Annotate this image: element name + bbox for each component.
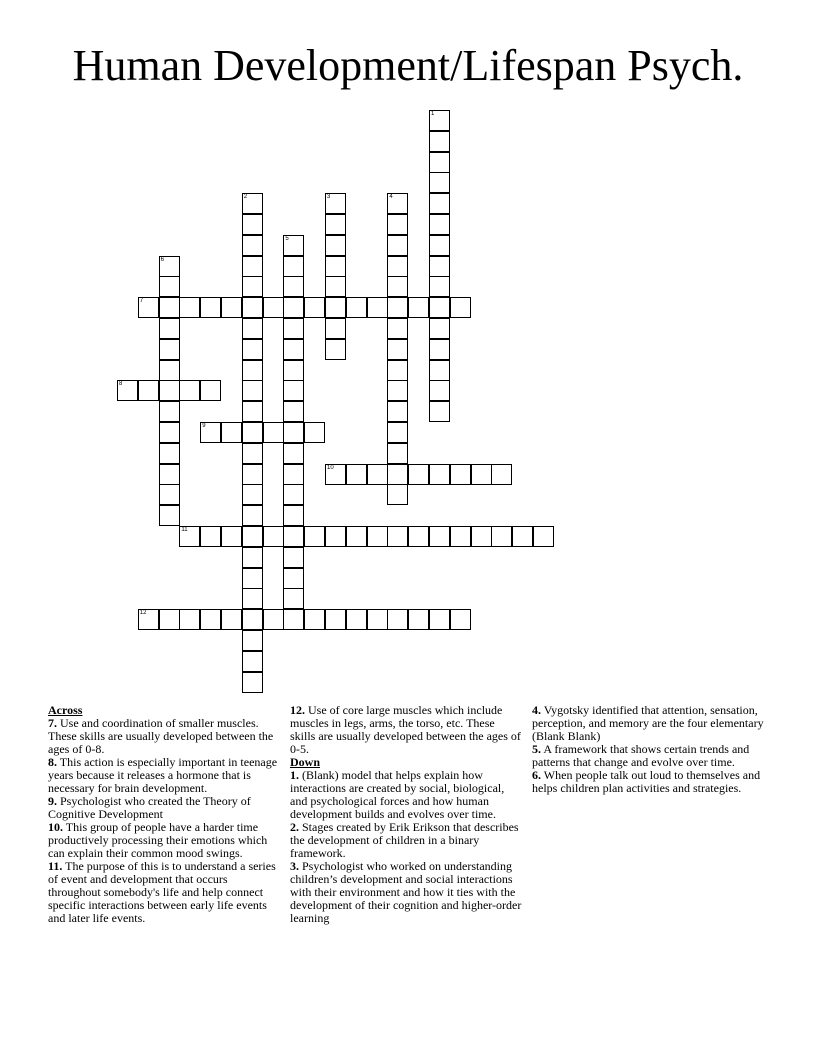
grid-cell[interactable] bbox=[471, 526, 492, 547]
grid-cell[interactable] bbox=[283, 484, 304, 505]
grid-number: 11 bbox=[181, 527, 188, 533]
grid-cell[interactable] bbox=[242, 505, 263, 526]
grid-cell[interactable] bbox=[387, 193, 408, 214]
grid-cell[interactable] bbox=[429, 110, 450, 131]
clue-across-8: 8. This action is especially important in teenage years because it releases a hormone that is necessary for brain development. bbox=[48, 755, 278, 795]
grid-cell[interactable] bbox=[387, 318, 408, 339]
grid-cell[interactable] bbox=[242, 276, 263, 297]
grid-cell[interactable] bbox=[283, 339, 304, 360]
grid-cell[interactable] bbox=[242, 568, 263, 589]
grid-cell[interactable] bbox=[367, 297, 388, 318]
grid-cell[interactable] bbox=[159, 505, 180, 526]
grid-cell[interactable] bbox=[159, 256, 180, 277]
grid-cell[interactable] bbox=[429, 276, 450, 297]
grid-cell[interactable] bbox=[408, 526, 429, 547]
grid-cell[interactable] bbox=[200, 609, 221, 630]
grid-cell[interactable] bbox=[429, 235, 450, 256]
grid-cell[interactable] bbox=[429, 172, 450, 193]
grid-cell[interactable] bbox=[242, 547, 263, 568]
grid-cell[interactable] bbox=[200, 526, 221, 547]
grid-number: 5 bbox=[285, 235, 289, 242]
grid-cell[interactable] bbox=[533, 526, 554, 547]
grid-cell[interactable] bbox=[387, 443, 408, 464]
grid-cell[interactable] bbox=[325, 235, 346, 256]
grid-cell[interactable] bbox=[138, 380, 159, 401]
grid-number: 2 bbox=[243, 194, 248, 201]
grid-cell[interactable] bbox=[367, 464, 388, 485]
grid-number: 4 bbox=[389, 194, 393, 201]
page-title: Human Development/Lifespan Psych. bbox=[72, 41, 744, 90]
grid-number: 10 bbox=[327, 464, 334, 471]
grid-cell[interactable] bbox=[429, 152, 450, 173]
grid-cell[interactable] bbox=[429, 297, 450, 318]
grid-cell[interactable] bbox=[429, 256, 450, 277]
clue-across-11: 11. The purpose of this is to understand a series of event and development that occurs throughout somebody's life and help connect specific interactions between early life events and later life events. bbox=[48, 859, 276, 925]
grid-cell[interactable] bbox=[283, 276, 304, 297]
grid-cell[interactable] bbox=[283, 401, 304, 422]
grid-cell[interactable] bbox=[159, 318, 180, 339]
grid-cell[interactable] bbox=[138, 609, 159, 630]
grid-cell[interactable] bbox=[325, 464, 346, 485]
grid-cell[interactable] bbox=[429, 609, 450, 630]
grid-cell[interactable] bbox=[346, 526, 367, 547]
grid-number: 3 bbox=[327, 194, 331, 201]
grid-cell[interactable] bbox=[429, 526, 450, 547]
grid-cell[interactable] bbox=[387, 422, 408, 443]
grid-cell[interactable] bbox=[325, 526, 346, 547]
grid-cell[interactable] bbox=[283, 568, 304, 589]
grid-cell[interactable] bbox=[159, 484, 180, 505]
grid-cell[interactable] bbox=[429, 214, 450, 235]
grid-cell[interactable] bbox=[283, 547, 304, 568]
grid-number: 8 bbox=[119, 381, 123, 388]
grid-cell[interactable] bbox=[429, 401, 450, 422]
grid-cell[interactable] bbox=[159, 464, 180, 485]
grid-cell[interactable] bbox=[283, 318, 304, 339]
grid-cell[interactable] bbox=[159, 339, 180, 360]
grid-cell[interactable] bbox=[242, 193, 263, 214]
grid-cell[interactable] bbox=[283, 235, 304, 256]
grid-cell[interactable] bbox=[325, 276, 346, 297]
grid-cell[interactable] bbox=[325, 339, 346, 360]
grid-cell[interactable] bbox=[263, 422, 284, 443]
grid-cell[interactable] bbox=[200, 422, 221, 443]
grid-cell[interactable] bbox=[387, 380, 408, 401]
grid-cell[interactable] bbox=[242, 526, 263, 547]
grid-cell[interactable] bbox=[325, 297, 346, 318]
grid-cell[interactable] bbox=[242, 214, 263, 235]
grid-cell[interactable] bbox=[242, 422, 263, 443]
grid-cell[interactable] bbox=[429, 193, 450, 214]
grid-cell[interactable] bbox=[283, 464, 304, 485]
grid-cell[interactable] bbox=[221, 609, 242, 630]
grid-cell[interactable] bbox=[283, 526, 304, 547]
grid-cell[interactable] bbox=[304, 526, 325, 547]
grid-cell[interactable] bbox=[179, 609, 200, 630]
grid-cell[interactable] bbox=[429, 131, 450, 152]
clue-across-12: 12. Use of core large muscles which include muscles in legs, arms, the torso, etc. These skills are usually developed between the ages of 0-5. bbox=[290, 703, 521, 756]
clue-across-10: 10. This group of people have a harder time productively processing their emotions which can explain their common mood swings. bbox=[48, 820, 268, 860]
grid-cell[interactable] bbox=[408, 297, 429, 318]
grid-cell[interactable] bbox=[450, 464, 471, 485]
grid-cell[interactable] bbox=[387, 526, 408, 547]
grid-cell[interactable] bbox=[429, 318, 450, 339]
grid-number: 1 bbox=[431, 111, 435, 117]
grid-cell[interactable] bbox=[387, 484, 408, 505]
grid-cell[interactable] bbox=[242, 235, 263, 256]
grid-cell[interactable] bbox=[242, 443, 263, 464]
grid-cell[interactable] bbox=[367, 526, 388, 547]
grid-cell[interactable] bbox=[387, 609, 408, 630]
grid-cell[interactable] bbox=[159, 401, 180, 422]
grid-cell[interactable] bbox=[179, 380, 200, 401]
grid-cell[interactable] bbox=[304, 422, 325, 443]
grid-cell[interactable] bbox=[263, 609, 284, 630]
grid-cell[interactable] bbox=[408, 609, 429, 630]
grid-cell[interactable] bbox=[242, 380, 263, 401]
grid-cell[interactable] bbox=[242, 484, 263, 505]
grid-cell[interactable] bbox=[325, 193, 346, 214]
grid-cell[interactable] bbox=[387, 464, 408, 485]
grid-cell[interactable] bbox=[159, 380, 180, 401]
grid-cell[interactable] bbox=[179, 297, 200, 318]
grid-cell[interactable] bbox=[387, 401, 408, 422]
grid-cell[interactable] bbox=[429, 360, 450, 381]
grid-cell[interactable] bbox=[346, 464, 367, 485]
grid-cell[interactable] bbox=[242, 339, 263, 360]
grid-cell[interactable] bbox=[283, 588, 304, 609]
grid-cell[interactable] bbox=[242, 672, 263, 693]
clue-column-1 bbox=[48, 704, 280, 925]
grid-cell[interactable] bbox=[263, 297, 284, 318]
grid-cell[interactable] bbox=[346, 609, 367, 630]
grid-cell[interactable] bbox=[242, 360, 263, 381]
grid-cell[interactable] bbox=[159, 422, 180, 443]
grid-cell[interactable] bbox=[491, 464, 512, 485]
grid-cell[interactable] bbox=[242, 588, 263, 609]
across-heading: Across bbox=[48, 703, 83, 717]
grid-cell[interactable] bbox=[325, 609, 346, 630]
clue-down-4: 4. Vygotsky identified that attention, sensation, perception, and memory are the four elementary (Blank Blank) bbox=[532, 703, 764, 743]
grid-cell[interactable] bbox=[283, 505, 304, 526]
grid-cell[interactable] bbox=[325, 256, 346, 277]
grid-cell[interactable] bbox=[242, 609, 263, 630]
grid-cell[interactable] bbox=[387, 339, 408, 360]
grid-cell[interactable] bbox=[242, 651, 263, 672]
clue-across-9: 9. Psychologist who created the Theory of Cognitive Development bbox=[48, 794, 251, 821]
grid-cell[interactable] bbox=[283, 256, 304, 277]
grid-cell[interactable] bbox=[512, 526, 533, 547]
grid-number: 12 bbox=[139, 610, 147, 617]
grid-cell[interactable] bbox=[429, 464, 450, 485]
clue-column-3 bbox=[532, 704, 772, 795]
grid-cell[interactable] bbox=[263, 526, 284, 547]
grid-cell[interactable] bbox=[159, 360, 180, 381]
clue-column-2 bbox=[290, 704, 522, 925]
grid-cell[interactable] bbox=[159, 609, 180, 630]
grid-cell[interactable] bbox=[283, 360, 304, 381]
grid-cell[interactable] bbox=[346, 297, 367, 318]
grid-cell[interactable] bbox=[283, 443, 304, 464]
grid-cell[interactable] bbox=[367, 609, 388, 630]
grid-cell[interactable] bbox=[117, 380, 138, 401]
grid-cell[interactable] bbox=[450, 526, 471, 547]
grid-cell[interactable] bbox=[283, 609, 304, 630]
grid-cell[interactable] bbox=[200, 380, 221, 401]
grid-cell[interactable] bbox=[387, 360, 408, 381]
grid-cell[interactable] bbox=[200, 297, 221, 318]
grid-cell[interactable] bbox=[242, 256, 263, 277]
grid-number: 6 bbox=[160, 256, 164, 263]
grid-cell[interactable] bbox=[221, 422, 242, 443]
clue-across-7: 7. Use and coordination of smaller muscles. These skills are usually developed between the ages of 0-8. bbox=[48, 716, 274, 756]
grid-cell[interactable] bbox=[242, 464, 263, 485]
clue-down-5: 5. A framework that shows certain trends and patterns that change and evolve over time. bbox=[532, 742, 750, 769]
grid-cell[interactable] bbox=[283, 297, 304, 318]
grid-cell[interactable] bbox=[387, 235, 408, 256]
grid-cell[interactable] bbox=[387, 214, 408, 235]
grid-cell[interactable] bbox=[283, 422, 304, 443]
grid-cell[interactable] bbox=[387, 256, 408, 277]
grid-number: 9 bbox=[202, 423, 206, 429]
grid-cell[interactable] bbox=[450, 609, 471, 630]
grid-cell[interactable] bbox=[304, 297, 325, 318]
grid-cell[interactable] bbox=[325, 214, 346, 235]
grid-cell[interactable] bbox=[138, 297, 159, 318]
grid-cell[interactable] bbox=[283, 380, 304, 401]
grid-cell[interactable] bbox=[159, 276, 180, 297]
grid-cell[interactable] bbox=[242, 401, 263, 422]
grid-cell[interactable] bbox=[159, 297, 180, 318]
grid-cell[interactable] bbox=[429, 339, 450, 360]
clue-down-6: 6. When people talk out loud to themselves and helps children plan activities and strategies. bbox=[532, 768, 761, 795]
grid-cell[interactable] bbox=[325, 318, 346, 339]
grid-cell[interactable] bbox=[221, 297, 242, 318]
grid-cell[interactable] bbox=[429, 380, 450, 401]
grid-cell[interactable] bbox=[304, 609, 325, 630]
clue-down-1: 1. (Blank) model that helps explain how interactions are created by social, biological, and psychological forces and how human development builds and evolves over time. bbox=[290, 768, 505, 821]
grid-cell[interactable] bbox=[408, 464, 429, 485]
clue-down-2: 2. Stages created by Erik Erikson that describes the development of children in a binary framework. bbox=[290, 820, 519, 860]
grid-cell[interactable] bbox=[242, 297, 263, 318]
grid-cell[interactable] bbox=[387, 276, 408, 297]
grid-cell[interactable] bbox=[387, 297, 408, 318]
down-heading: Down bbox=[290, 755, 321, 769]
clue-down-3: 3. Psychologist who worked on understanding children’s development and social interactions with their environment and how it ties with the development of their cognition and higher-order learning bbox=[290, 859, 522, 925]
grid-cell[interactable] bbox=[159, 443, 180, 464]
grid-cell[interactable] bbox=[242, 630, 263, 651]
grid-cell[interactable] bbox=[491, 526, 512, 547]
grid-number: 7 bbox=[139, 298, 144, 305]
grid-cell[interactable] bbox=[450, 297, 471, 318]
grid-cell[interactable] bbox=[179, 526, 200, 547]
grid-cell[interactable] bbox=[221, 526, 242, 547]
grid-cell[interactable] bbox=[242, 318, 263, 339]
grid-cell[interactable] bbox=[471, 464, 492, 485]
